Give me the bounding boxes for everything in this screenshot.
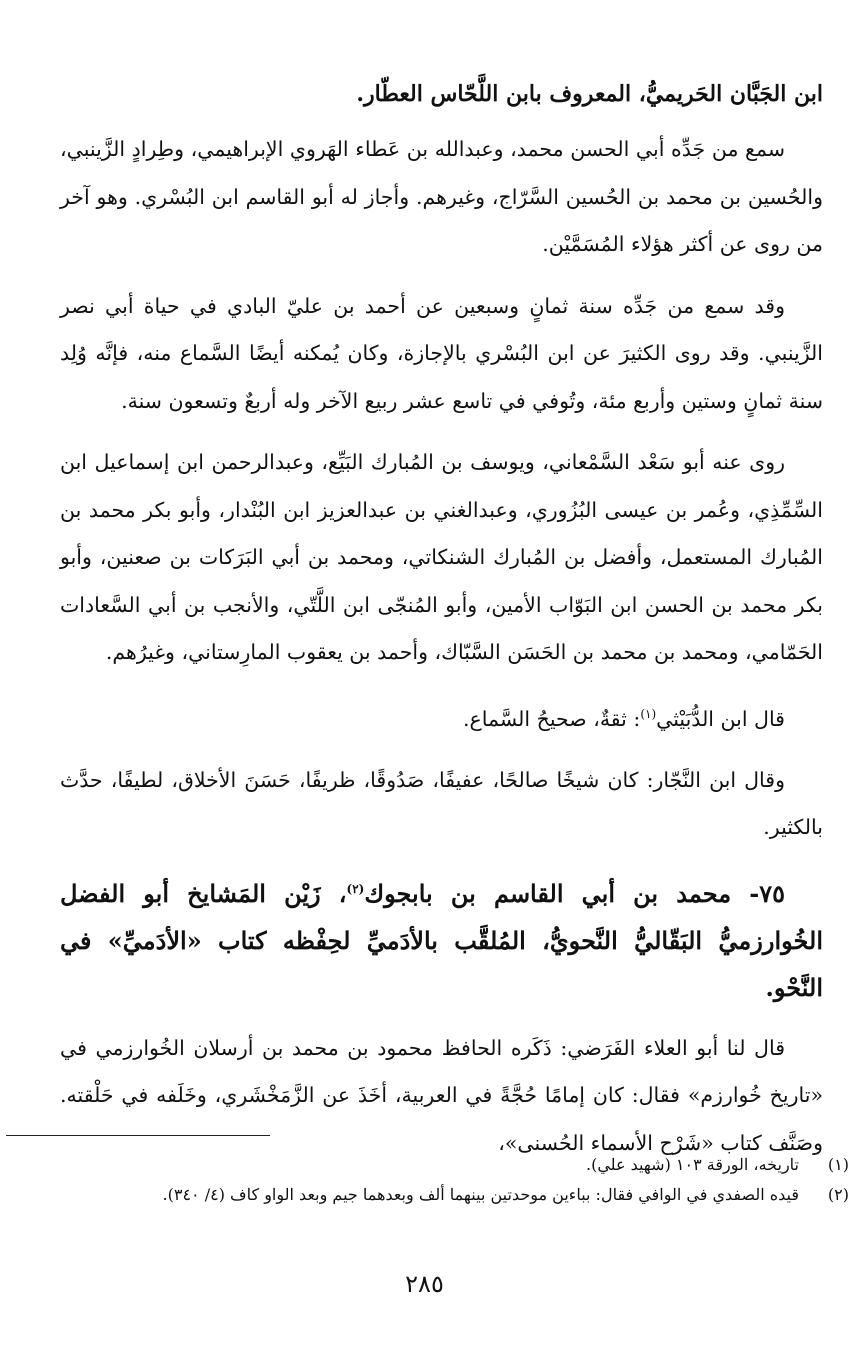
closing-paragraph: قال لنا أبو العلاء الفَرَضي: ذَكَره الحافظ محمود بن محمد بن أرسلان الخُوارزمي في «تاريخ خُوارزم» فقال: كان إمامًا حُجَّةً في العربية، أخَذَ عن الزَّمَخْشَري، وخَلَفه في حَلْقته. وصَنَّف كتاب «شَرْح الأسماء الحُسنى»، xyxy=(60,1035,823,1155)
biography-heading-post: ، زَيْن المَشايخ أبو الفضل الخُوارزميُّ البَقّاليُّ النَّحويُّ، المُلقَّب بالأدَميِّ لحِفْظه كتاب «الأدَميِّ» في النَّحْو. xyxy=(60,878,823,1002)
quote-dubaythi xyxy=(60,691,823,743)
quote-dubaythi-post: : ثقةٌ، صحيحُ السَّماع. xyxy=(463,706,641,731)
footnote-number: (٢) xyxy=(827,1185,849,1204)
footnote-text: قيده الصفدي في الوافي فقال: بباءين موحدتين بينهما ألف وبعدهما جيم وبعد الواو كاف (٤/ ٣٤٠). xyxy=(162,1185,799,1204)
page-number: ٢٨٥ xyxy=(405,1270,444,1298)
biography-heading-pre: ٧٥- محمد بن أبي القاسم بن بابجوك xyxy=(364,878,785,908)
footnote-2 xyxy=(24,1180,849,1210)
footnote-ref-1: (١) xyxy=(640,706,657,721)
quote-najjar: وقال ابن النَّجّار: كان شيخًا صالحًا، عفيفًا، صَدُوقًا، ظريفًا، حَسَنَ الأخلاق، لطيفًا، حدَّث بالكثير. xyxy=(60,767,823,840)
paragraph-3: روى عنه أبو سَعْد السَّمْعاني، ويوسف بن المُبارك البَيِّع، وعبدالرحمن ابن إسماعيل ابن السِّمِّذِي، وعُمر بن عيسى البُزُوري، وعبدالغني بن عبدالعزيز ابن البُنْدار، وأبو بكر محمد بن المُبارك المستعمل، وأفضل بن المُبارك الشنكاتي، ومحمد بن أبي البَرَكات بن صعنين، وأبو بكر محمد بن الحسن ابن البَوّاب الأمين، وأبو المُنجّى ابن اللَّتّي، والأنجب بن أبي السَّعادات الحَمّامي، ومحمد بن محمد بن الحَسَن السَّبّاك، وأحمد بن يعقوب المارِستاني، وغيرُهم. xyxy=(60,450,823,664)
biography-heading xyxy=(60,866,823,1011)
entry-heading: ابن الجَبَّان الحَريميُّ، المعروف بابن اللَّحّاس العطّار. xyxy=(356,81,823,107)
footnotes xyxy=(24,1150,849,1210)
footnote-number: (١) xyxy=(827,1155,849,1174)
main-text xyxy=(60,72,823,1167)
paragraph-1: سمع من جَدِّه أبي الحسن محمد، وعبدالله بن عَطاء الهَروي الإبراهيمي، وطِرادٍ الزَّينبي، والحُسين بن محمد بن الحُسين السَّرّاج، وغيرهم. وأجاز له أبو القاسم ابن البُسْري. وهو آخر من روى عن أكثر هؤلاء المُسَمَّيْن. xyxy=(60,137,823,256)
footnote-1 xyxy=(24,1150,849,1180)
paragraph-2: وقد سمع من جَدِّه سنة ثمانٍ وسبعين عن أحمد بن عليّ البادي في حياة أبي نصر الزَّينبي. وقد روى الكثيرَ عن ابن البُسْري بالإجازة، وكان يُمكنه أيضًا السَّماع منه، فإنَّه وُلِد سنة ثمانٍ وستين وأربع مئة، وتُوفي في تاسع عشر ربيع الآخر وله أربعٌ وتسعون سنة. xyxy=(60,293,823,413)
footnote-ref-2: (٢) xyxy=(346,881,365,896)
footnote-separator xyxy=(6,1135,270,1136)
footnote-text: تاريخه، الورقة ١٠٣ (شهيد علي). xyxy=(585,1155,799,1174)
quote-dubaythi-pre: قال ابن الدُّبَيْثي xyxy=(656,706,785,731)
